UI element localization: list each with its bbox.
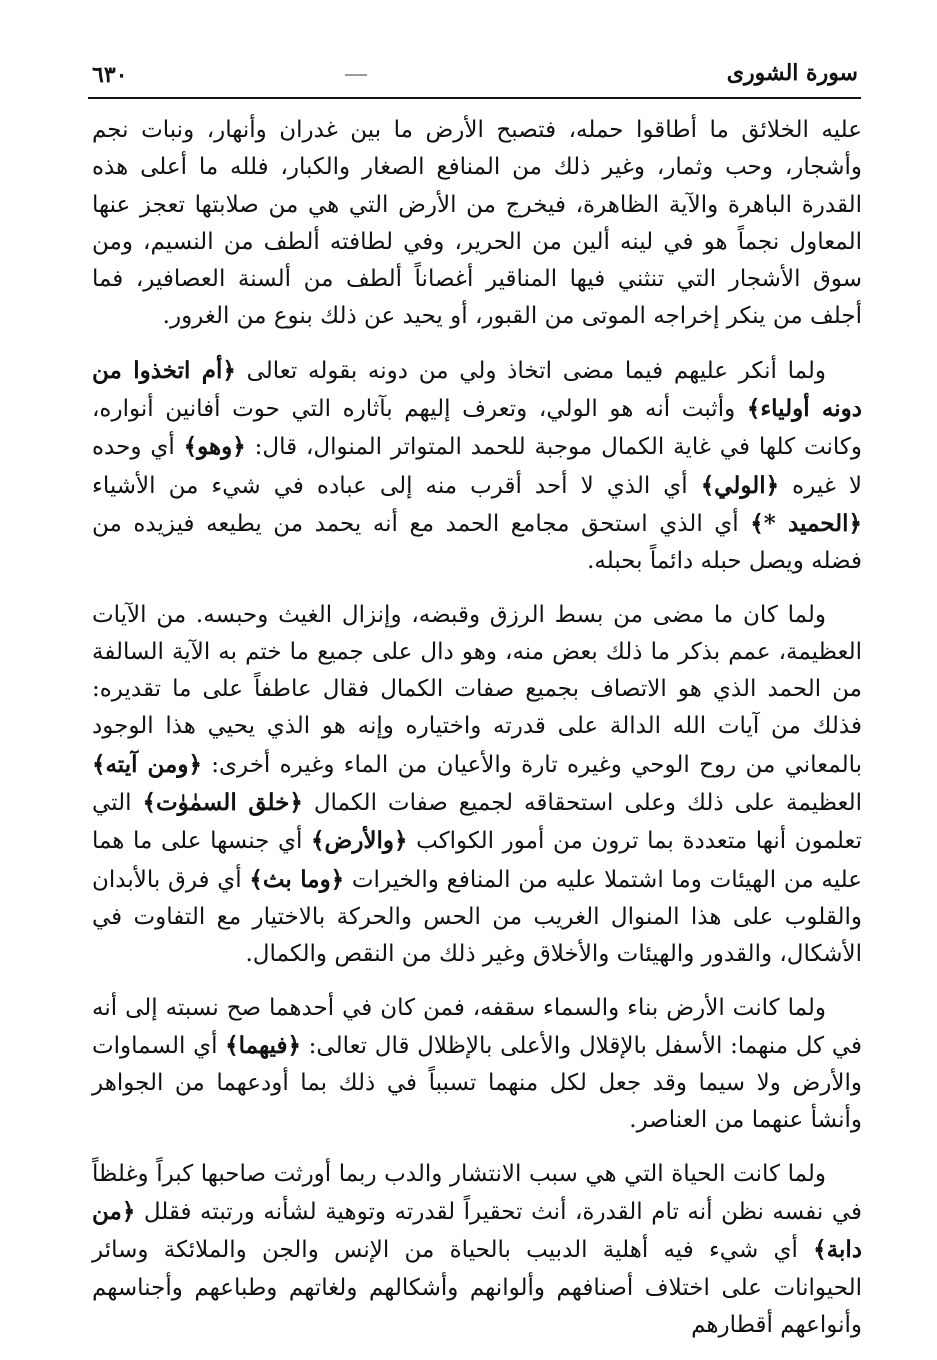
- text-run: أي شيء فيه أهلية الدبيب بالحياة من الإنس والجن والملائكة وسائر الحيوانات على اختلاف أصنافهم وألوانهم وأشكالهم ولغاتهم وطباعهم وأجناسهم وأنواعهم أقطارهم: [92, 1237, 862, 1338]
- quran-quote: ﴿وما بث﴾: [249, 865, 345, 893]
- text-run: أي السماوات والأرض ولا سيما وقد جعل لكل منهما تسبباً في ذلك بما أودعهما من الجواهر وأنشأ عنهما من العناصر.: [92, 1032, 862, 1134]
- quran-quote: ﴿الحميد *﴾: [750, 509, 863, 537]
- body-text: [92, 112, 862, 1360]
- paragraph: [92, 597, 862, 974]
- quran-quote: ﴿أم اتخذوا من دونه أولياء﴾: [92, 356, 862, 423]
- quran-quote: ﴿من دابة﴾: [92, 1198, 862, 1264]
- text-run: التي تعلمون أنها متعددة بما ترون من أمور الكواكب: [92, 790, 862, 855]
- quran-quote: ﴿خلق السمٰوٰت﴾: [142, 789, 303, 817]
- text-run: أي فرق بالأبدان والقلوب على هذا المنوال الغريب من الحس والحركة بالاختيار مع التفاوت في الأشكال، والقدور والهيئات والأخلاق وغير ذلك من النقص والكمال.: [92, 866, 862, 968]
- page-header: [90, 58, 860, 94]
- text-run: ولما كان ما مضى من بسط الرزق وقبضه، وإنزال الغيث وحبسه. من الآيات العظيمة، عمم بذكر ما ذلك بعض منه، وهو دال على جميع ما ختم به الآية السالفة من الحمد الذي هو الاتصاف بجميع صفات الكمال فقال عاطفاً على ما تقديره: فذلك من آيات الله الدالة على قدرته واختياره وإنه هو الذي يحيي هذا الوجود بالمعاني من روح الوحي وغيره تارة والأعيان من الماء وغيره أخرى:: [92, 601, 862, 778]
- quran-quote: ﴿ومن آيته﴾: [92, 750, 202, 778]
- header-ornament: [345, 74, 367, 76]
- text-run: ولما كانت الأرض بناء والسماء سقفه، فمن كان في أحدهما صح نسبته إلى أنه في كل منهما: الأسفل بالإقلال والأعلى بالإظلال قال تعالى:: [92, 994, 862, 1059]
- quran-quote: ﴿والأرض﴾: [311, 827, 408, 855]
- page-number: ٦٣٠: [92, 62, 128, 88]
- text-run: ولما أنكر عليهم فيما مضى اتخاذ ولي من دونه بقوله تعالى: [235, 357, 826, 384]
- quran-quote: ﴿الولي﴾: [700, 471, 780, 499]
- paragraph: [92, 990, 862, 1140]
- paragraph: [92, 352, 862, 581]
- text-run: العظيمة على ذلك وعلى استحقاقه لجميع صفات الكمال: [302, 790, 862, 817]
- text-run: عليه الخلائق ما أطاقوا حمله، فتصبح الأرض ما بين غدران وأنهار، ونبات نجم وأشجار، وحب وثمار، وغير ذلك من المنافع الصغار والكبار، فلله ما أعلى هذه القدرة الباهرة والآية الظاهرة، فيخرج من الأرض التي هي من صلابتها تعجز عنها المعاول نجماً هو في لينه ألين من الحرير، وفي لطافته ألطف من النسيم، ومن سوق الأشجار التي تنثني فيها المناقير أغصاناً ألطف من ألسنة العصافير، فما أجلف من ينكر إخراجه الموتى من القبور، أو يحيد عن ذلك بنوع من الغرور.: [92, 117, 862, 330]
- quran-quote: ﴿وهو﴾: [183, 433, 246, 461]
- running-title: سورة الشورى: [726, 60, 858, 86]
- text-run: أي الذي استحق مجامع الحمد مع أنه يحمد من يطيعه فيزيده من فضله ويصل حبله دائماً بحبله.: [92, 510, 862, 575]
- text-run: أي وحده لا غيره: [92, 434, 862, 499]
- text-run: أي الذي لا أحد أقرب منه إلى عباده في شيء من الأشياء: [92, 472, 701, 499]
- quran-quote: ﴿فيهما﴾: [225, 1031, 301, 1059]
- text-run: وأثبت أنه هو الولي، وتعرف إليهم بآثاره التي حوت أفانين أنواره، وكانت كلها في غاية الكمال موجبة للحمد المتواتر المنوال، قال:: [92, 396, 862, 461]
- paragraph: [92, 1156, 862, 1344]
- paragraph: [92, 112, 862, 336]
- text-run: ولما كانت الحياة التي هي سبب الانتشار والدب ربما أورثت صاحبها كبراً وغلظاً في نفسه نظن أنه تام القدرة، أنث تحقيراً لقدرته وتوهية لشأنه ورتبته فقلل: [92, 1160, 862, 1226]
- header-divider: [88, 97, 861, 99]
- text-run: أي جنسها على ما هما عليه من الهيئات وما اشتملا عليه من المنافع والخيرات: [92, 828, 862, 893]
